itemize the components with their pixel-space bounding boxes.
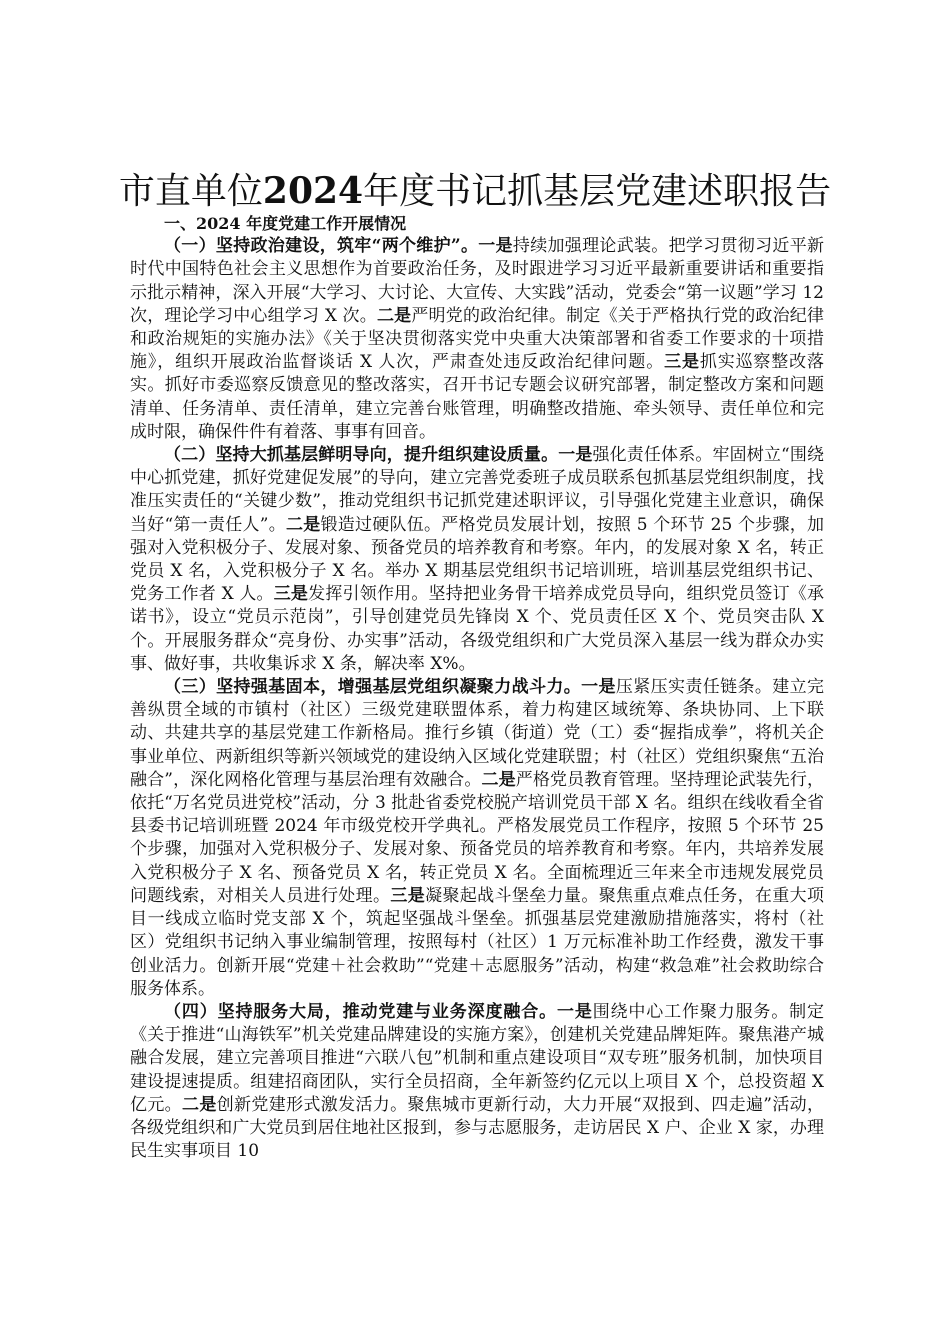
paragraph-heading: （四）坚持服务大局，推动党建与业务深度融合。 <box>164 1001 557 1022</box>
item-text: 严明党的政治纪律。制定《关于严格执行党的政治纪律和政治规矩的实施办法》《关于坚决贯彻落实党中央重大决策部署和省委工作要求的十项措施》，组织开展政治监督谈话 X 人次，严肃查处违反政治纪律问题。 <box>130 305 825 373</box>
document-body <box>130 212 824 1163</box>
paragraph-heading: （一）坚持政治建设，筑牢“两个维护”。 <box>164 236 479 257</box>
item-marker: 二是 <box>285 514 321 535</box>
paragraph-serving-overall <box>130 1001 824 1163</box>
paragraph-heading: （三）坚持强基固本，增强基层党组织凝聚力战斗力。 <box>164 677 582 698</box>
title-prefix: 市直单位 <box>118 171 263 212</box>
item-marker: 三是 <box>273 584 309 605</box>
item-text: 严格党员教育管理。坚持理论武装先行，依托“万名党员进党校”活动，分 3 批赴省委党校脱产培训党员干部 X 名。组织在线收看全省县委书记培训班暨 2024 年市级党校开学典礼。严格发展党员工作程序，按照 5 个环节 25 个步骤，加强对入党积极分子、发展对象、预备党员的培养教育和考察。年内，共培养发展入党积极分子 X 名、预备党员 X 名，转正党员 X 名。全面梳理近三年来全市违规发展党员问题线索，对相关人员进行处理。 <box>130 769 825 906</box>
item-marker: 一是 <box>581 677 616 698</box>
item-text: 创新党建形式激发活力。聚焦城市更新行动，大力开展“双报到、四走遍”活动，各级党组织和广大党员到居住地社区报到，参与志愿服务，走访居民 X 户、企业 X 家，办理民生实事项目 10 <box>130 1094 825 1162</box>
paragraph-heading: （二）坚持大抓基层鲜明导向，提升组织建设质量。 <box>164 445 559 466</box>
item-marker: 二是 <box>182 1094 217 1115</box>
item-text: 凝聚起战斗堡垒力量。聚焦重点难点任务，在重大项目一线成立临时党支部 X 个，筑起坚强战斗堡垒。抓强基层党建激励措施落实，将村（社区）党组织书记纳入事业编制管理，按照每村（社区）1 万元标准补助工作经费，激发干事创业活力。创新开展“党建＋社会救助”“党建＋志愿服务”活动，构建“救急难”社会救助综合服务体系。 <box>130 885 825 999</box>
item-marker: 一是 <box>556 1001 593 1022</box>
title-year: 2024 <box>262 170 364 212</box>
item-text: 强化责任体系。牢固树立“围绕中心抓党建，抓好党建促发展”的导向，建立完善党委班子成员联系包抓基层党组织制度，找准压实责任的“关键少数”，推动党组织书记抓党建述职评议，引导强化党建主业意识，确保当好“第一责任人”。 <box>130 445 825 535</box>
paragraph-organization-building <box>130 444 824 676</box>
item-text: 持续加强理论武装。把学习贯彻习近平新时代中国特色社会主义思想作为首要政治任务，及时跟进学习习近平最新重要讲话和重要指示批示精神，深入开展“大学习、大讨论、大宣传、大实践”活动，党委会“第一议题”学习 12 次，理论学习中心组学习 X 次。 <box>130 236 825 326</box>
section-heading: 一、2024 年度党建工作开展情况 <box>164 214 407 233</box>
item-marker: 二是 <box>481 769 516 790</box>
item-text: 发挥引领作用。坚持把业务骨干培养成党员导向，组织党员签订《承诺书》，设立“党员示范岗”，引导创建党员先锋岗 X 个、党员责任区 X 个、党员突击队 X 个。开展服务群众“亮身份、办实事”活动，各级党组织和广大党员深入基层一线为群众办实事、做好事，共收集诉求 X 条，解决率 X%。 <box>130 584 824 674</box>
paragraph-political-building <box>130 235 824 444</box>
item-text: 锻造过硬队伍。严格党员发展计划，按照 5 个环节 25 个步骤，加强对入党积极分子、发展对象、预备党员的培养教育和考察。年内，的发展对象 X 名，转正党员 X 名，入党积极分子 X 名。举办 X 期基层党组织书记培训班，培训基层党组织书记、党务工作者 X 人。 <box>130 514 825 605</box>
paragraph-grassroots-strengthening <box>130 676 824 1001</box>
document-title <box>90 168 860 215</box>
item-marker: 三是 <box>390 885 426 906</box>
item-text: 压紧压实责任链条。建立完善纵贯全域的市镇村（社区）三级党建联盟体系，着力构建区域统筹、条块协同、上下联动、共建共享的基层党建工作新格局。推行乡镇（街道）党（工）委“握指成拳”，将机关企事业单位、两新组织等新兴领域党的建设纳入区域化党建联盟；村（社区）党组织聚焦“五治融合”，深化网格化管理与基层治理有效融合。 <box>130 677 825 790</box>
item-marker: 一是 <box>478 236 513 257</box>
item-text: 抓实巡察整改落实。抓好市委巡察反馈意见的整改落实，召开书记专题会议研究部署，制定整改方案和问题清单、任务清单、责任清单，建立完善台账管理，明确整改措施、牵头领导、责任单位和完成时限，确保件件有着落、事事有回音。 <box>130 352 825 442</box>
item-marker: 二是 <box>376 305 412 326</box>
title-suffix: 年度书记抓基层党建述职报告 <box>363 171 832 212</box>
item-text: 围绕中心工作聚力服务。制定《关于推进“山海铁军”机关党建品牌建设的实施方案》，创建机关党建品牌矩阵。聚焦港产城融合发展，建立完善项目推进“六联八包”机制和重点建设项目“双专班”服务机制，加快项目建设提速提质。组建招商团队，实行全员招商，全年新签约亿元以上项目 X 个，总投资超 X 亿元。 <box>130 1001 825 1115</box>
item-marker: 一是 <box>558 445 593 466</box>
item-marker: 三是 <box>664 352 700 373</box>
